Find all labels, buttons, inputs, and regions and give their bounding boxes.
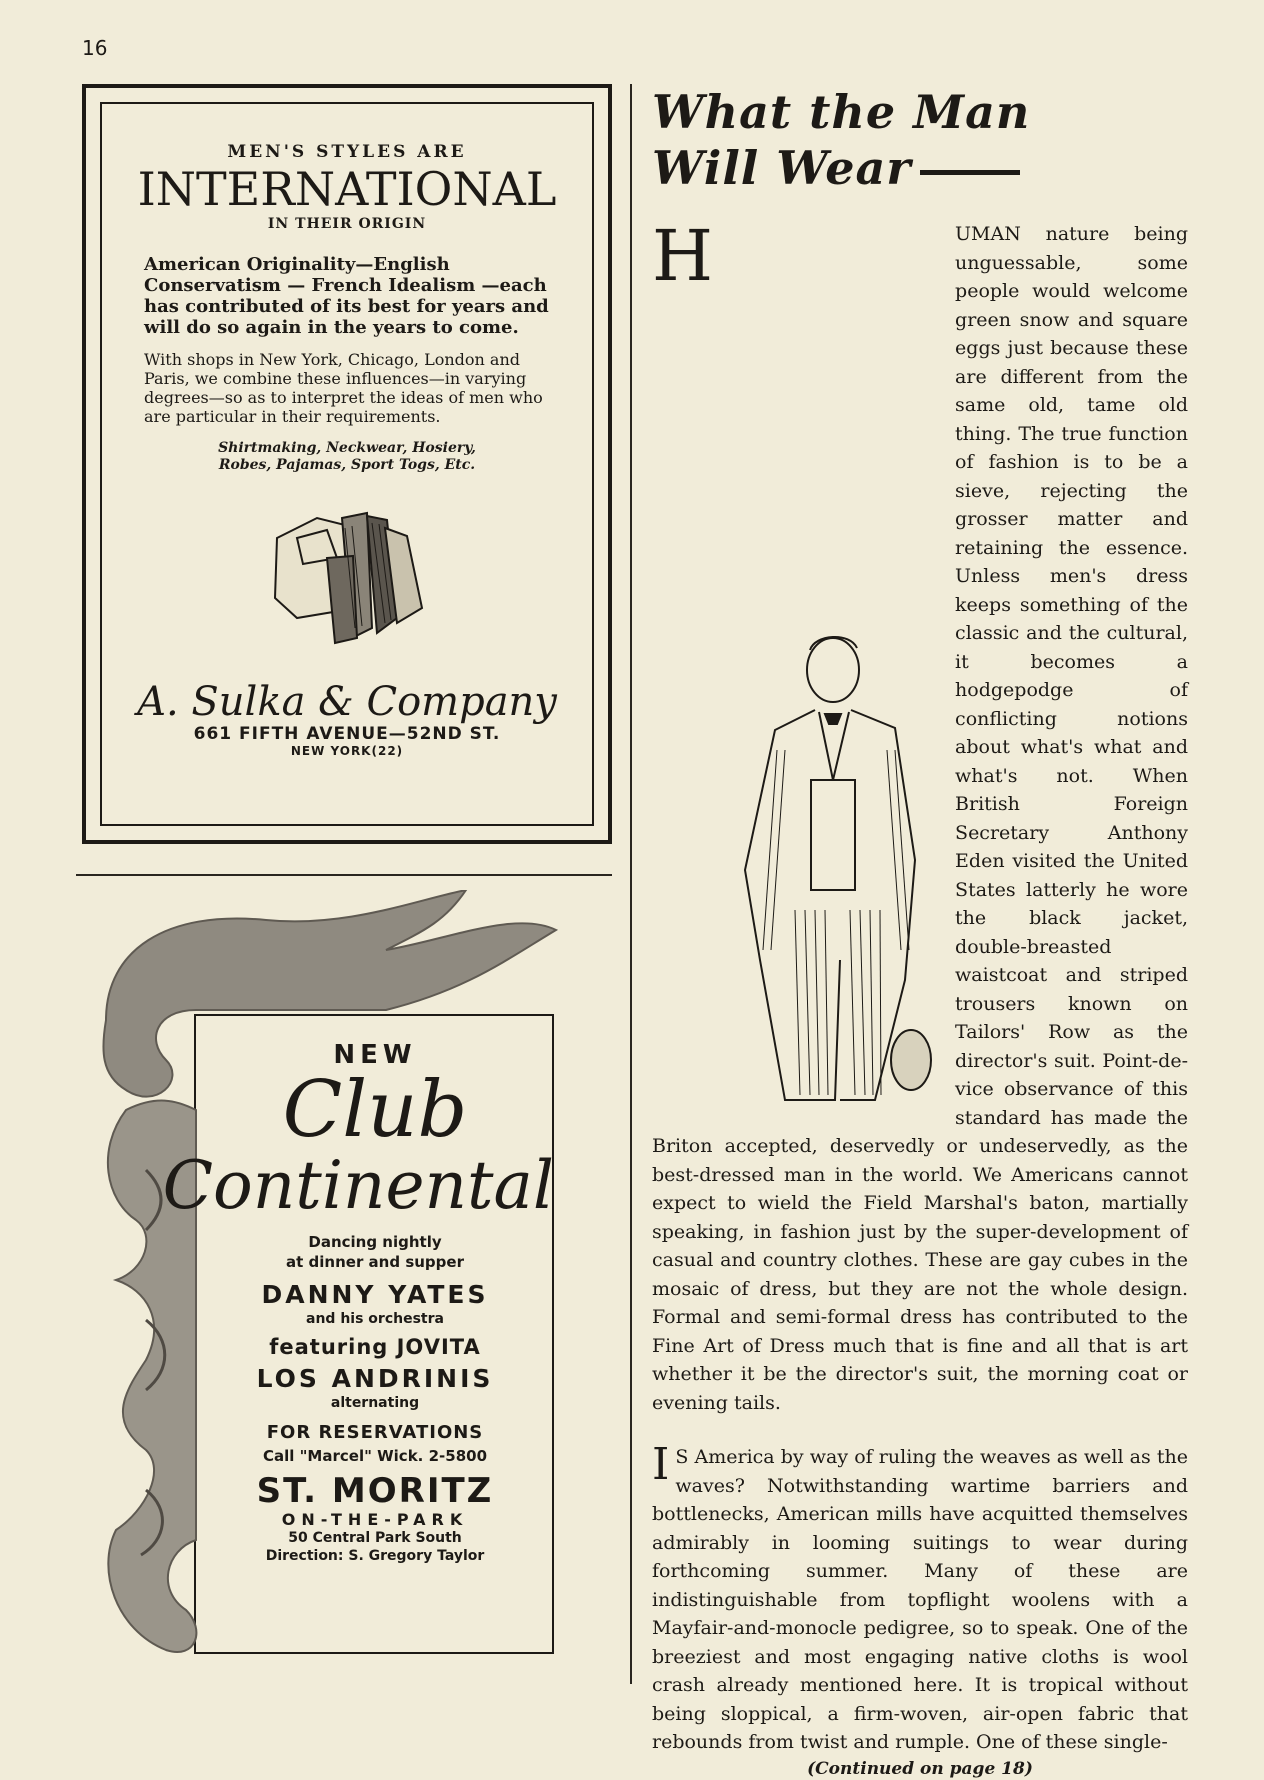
club-title-club: Club bbox=[282, 1065, 468, 1155]
sulka-subhead: IN THEIR ORIGIN bbox=[267, 216, 427, 232]
article bbox=[652, 84, 1188, 1779]
club-line-2: at dinner and supper bbox=[286, 1253, 464, 1271]
sulka-city: NEW YORK(22) bbox=[290, 744, 404, 758]
article-headline-line-2: Will Wear bbox=[652, 141, 912, 195]
club-hotel-name: ST. MORITZ bbox=[256, 1471, 494, 1511]
sulka-brand: A. Sulka & Company bbox=[137, 679, 557, 725]
article-paragraph-1 bbox=[652, 215, 1188, 1417]
club-reservations: FOR RESERVATIONS bbox=[266, 1422, 484, 1443]
sulka-paragraph-1: American Originality—English Conservatism — French Idealism —each has contributed of its best for years and will do so again in the years to come. bbox=[144, 254, 549, 338]
club-hotel-sub: ON-THE-PARK bbox=[281, 1510, 469, 1529]
club-call: Call "Marcel" Wick. 2-5800 bbox=[262, 1447, 488, 1465]
column-rule bbox=[630, 84, 632, 1684]
ad-separator-rule bbox=[76, 874, 612, 876]
sulka-address: 661 FIFTH AVENUE—52ND ST. bbox=[193, 724, 501, 744]
sulka-advertisement bbox=[82, 84, 612, 844]
club-ad-text bbox=[162, 1040, 554, 1565]
man-in-suit-illustration bbox=[715, 630, 947, 1110]
club-andrinis: LOS ANDRINIS bbox=[256, 1364, 494, 1393]
club-new-label: NEW bbox=[333, 1040, 417, 1070]
club-direction: Direction: S. Gregory Taylor bbox=[265, 1548, 485, 1564]
article-paragraph-2-text: S America by way of ruling the weaves as well as the waves? Notwithstanding wartime barriers and bottlenecks, American mills have acquitted themselves admirably in looming suitings to wear during forthcoming summer. Many of these are indistinguishable from topflight woolens with a Mayfair-and-monocle pedigree, so to speak. One of the breeziest and most engaging native cloths is wool crash already mentioned here. It is tropical without being sloppical, a firm-woven, air-open fabric that rebounds from twist and rumple. One of these single- bbox=[652, 1446, 1188, 1753]
sulka-headline: INTERNATIONAL bbox=[137, 162, 557, 216]
club-alternating: alternating bbox=[330, 1395, 420, 1411]
club-continental-advertisement bbox=[86, 890, 616, 1680]
dropcap-i: I bbox=[652, 1439, 670, 1490]
club-hotel-address: 50 Central Park South bbox=[288, 1530, 462, 1546]
club-title-continental: Continental bbox=[162, 1147, 554, 1224]
continued-note: (Continued on page 18) bbox=[807, 1758, 1033, 1779]
article-headline-line-1: What the Man bbox=[652, 85, 1031, 139]
page-number: 16 bbox=[82, 36, 108, 60]
article-headline bbox=[652, 84, 1188, 196]
sulka-items-line-1: Shirtmaking, Neckwear, Hosiery, bbox=[218, 440, 476, 456]
club-band-sub: and his orchestra bbox=[306, 1311, 444, 1327]
article-paragraph-1-text: UMAN nature being unguessable, some people would welcome green snow and square eggs just because these are different from the same old, tame old thing. The true function of fashion is to be a sieve, rejecting the grosser matter and retaining the essence. Unless men's dress keeps something of the classic and the cultural, it becomes a hodgepodge of conflicting notions about what's what and what's not. When British Foreign Secretary Anthony Eden visited the United States latterly he wore the black jacket, double-breasted waistcoat and striped trousers known on Tailors' Row as the director's suit. Point-de-vice observance of this standard has made the Briton accepted, deservedly or undeservedly, as the best-dressed man in the world. We Americans cannot expect to wield the Field Marshal's baton, martially speaking, in fashion just by the super-development of casual and country clothes. These are gay cubes in the mosaic of dress, but they are not the whole design. Formal and semi-formal dress has contributed to the Fine Art of Dress much that is fine and all that is art whether it be the director's suit, the morning coat or evening tails. bbox=[652, 223, 1188, 1414]
club-featuring: featuring JOVITA bbox=[269, 1335, 481, 1359]
headline-dash bbox=[920, 170, 1020, 175]
club-line-1: Dancing nightly bbox=[308, 1233, 442, 1251]
sulka-items-line-2: Robes, Pajamas, Sport Togs, Etc. bbox=[218, 457, 476, 473]
sulka-items bbox=[102, 440, 592, 474]
sulka-inner-frame bbox=[100, 102, 594, 826]
sulka-kicker: MEN'S STYLES ARE bbox=[227, 142, 467, 162]
sulka-paragraph-2: With shops in New York, Chicago, London and Paris, we combine these influences—in varying degrees—so as to interpret the ideas of men who are particular in their requirements. bbox=[144, 350, 543, 426]
club-band-name: DANNY YATES bbox=[261, 1280, 489, 1309]
article-paragraph-2 bbox=[652, 1439, 1188, 1757]
dropcap-h: H bbox=[652, 215, 714, 297]
shirt-and-ties-illustration bbox=[257, 498, 437, 648]
